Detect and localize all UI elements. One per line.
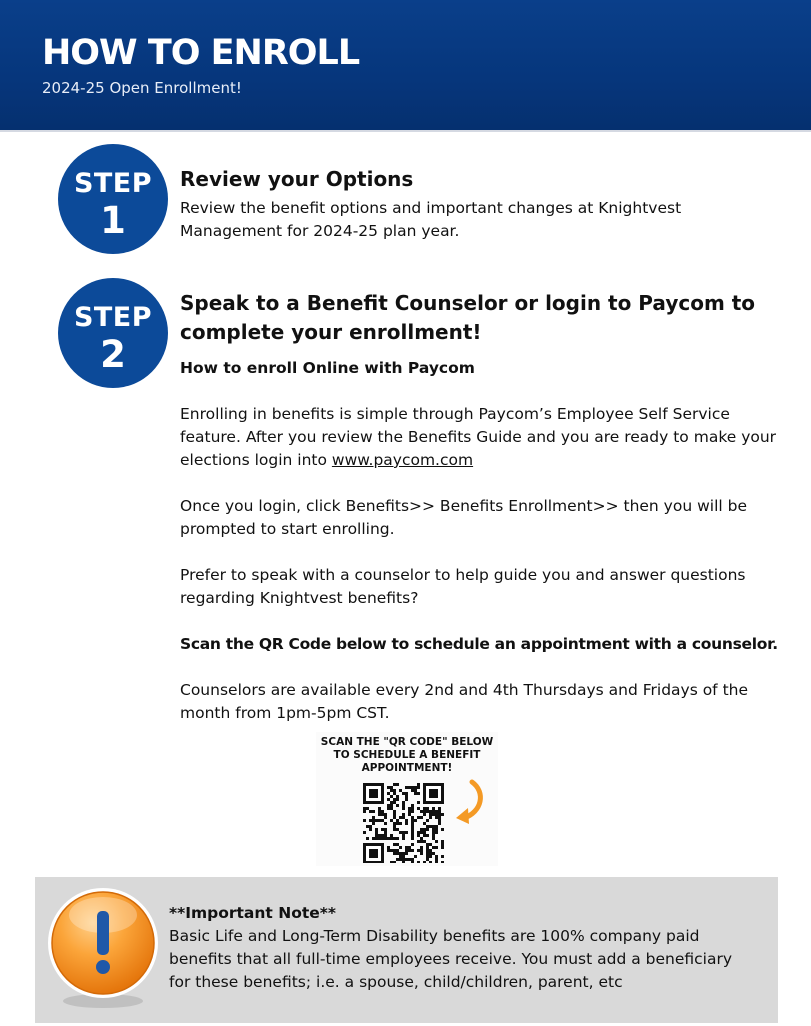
paragraph-5-line-1: Counselors are available every 2nd and 4th Thursdays and Fridays of the xyxy=(180,681,749,699)
paragraph-1-line-3 xyxy=(180,449,473,472)
important-note-title: **Important Note** xyxy=(169,904,336,922)
important-note-line-2: benefits that all full-time employees receive. You must add a beneficiary xyxy=(169,950,733,968)
step-1-body-line-2: Management for 2024-25 plan year. xyxy=(180,222,460,240)
important-note-line-3: for these benefits; i.e. a spouse, child/children, parent, etc xyxy=(169,973,623,991)
step-1-heading: Review your Options xyxy=(180,167,414,191)
paragraph-3-line-2: regarding Knightvest benefits? xyxy=(180,589,419,607)
paragraph-3-line-1: Prefer to speak with a counselor to help guide you and answer questions xyxy=(180,566,746,584)
step-1-body-line-1: Review the benefit options and important changes at Knightvest xyxy=(180,199,682,217)
qr-caption-line-2: TO SCHEDULE A BENEFIT xyxy=(333,749,481,761)
step-1-badge-word: STEP xyxy=(73,168,153,199)
qr-caption-line-3: APPOINTMENT! xyxy=(361,762,453,774)
step-2-badge-word: STEP xyxy=(73,302,153,333)
page-subtitle: 2024-25 Open Enrollment! xyxy=(42,79,242,97)
step-2-heading-line-2: complete your enrollment! xyxy=(180,320,482,344)
header-banner xyxy=(0,0,811,132)
qr-caption-line-1: SCAN THE "QR CODE" BELOW xyxy=(320,736,494,748)
important-note-line-1: Basic Life and Long-Term Disability benefits are 100% company paid xyxy=(169,927,700,945)
paycom-link[interactable]: www.paycom.com xyxy=(331,451,474,469)
step-2-heading-line-1: Speak to a Benefit Counselor or login to Paycom to xyxy=(180,291,756,315)
important-note-box xyxy=(35,877,778,1023)
paragraph-2-line-2: prompted to start enrolling. xyxy=(180,520,395,538)
qr-caption xyxy=(316,736,498,775)
step-2-subheading: How to enroll Online with Paycom xyxy=(180,359,475,377)
paragraph-2-line-1: Once you login, click Benefits>> Benefits Enrollment>> then you will be xyxy=(180,497,747,515)
paragraph-5-line-2: month from 1pm-5pm CST. xyxy=(180,704,390,722)
exclamation-icon xyxy=(45,885,161,1015)
arrow-curved-icon xyxy=(452,778,488,826)
paragraph-1-line-1: Enrolling in benefits is simple through Paycom’s Employee Self Service xyxy=(180,405,730,423)
qr-instruction: Scan the QR Code below to schedule an appointment with a counselor. xyxy=(180,635,778,653)
page-title: HOW TO ENROLL xyxy=(42,33,360,73)
step-1-badge xyxy=(58,144,168,254)
paragraph-1-line-2: feature. After you review the Benefits Guide and you are ready to make your xyxy=(180,428,777,446)
step-1-badge-number: 1 xyxy=(100,199,126,242)
qr-code-image[interactable] xyxy=(363,783,445,863)
step-2-badge-number: 2 xyxy=(100,333,126,376)
qr-code-panel xyxy=(316,732,498,866)
paragraph-1-line-3-text: elections login into xyxy=(180,451,332,469)
step-2-badge xyxy=(58,278,168,388)
